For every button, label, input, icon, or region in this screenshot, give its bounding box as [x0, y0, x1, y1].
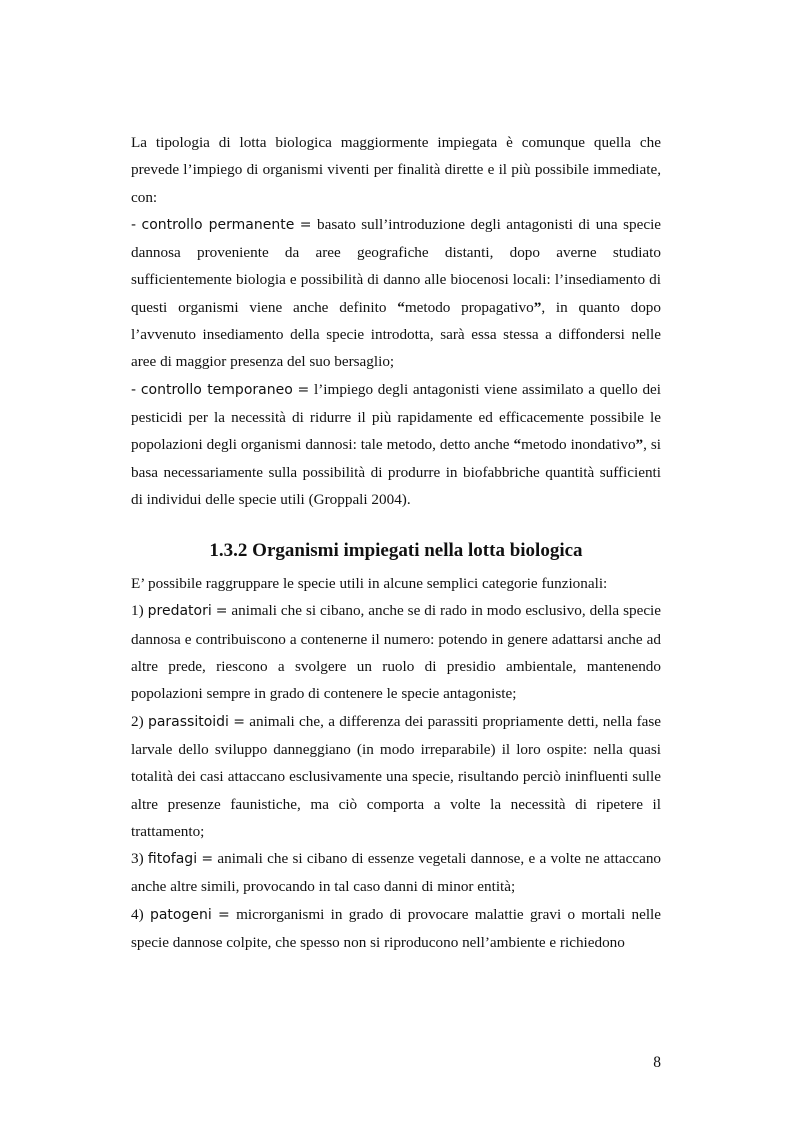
equals-sign: =: [233, 713, 245, 730]
dash: -: [131, 381, 137, 398]
term-controllo-temporaneo: controllo temporaneo: [140, 381, 293, 398]
page-body: [131, 129, 661, 956]
item-text: animali che si cibano, anche se di rado in modo esclusivo, della specie dannosa e contribuiscono a contenerne il numero: potendo in genere adattarsi anche ad altre prede, riescono a svolgere un ruolo di presidio ambientale, mantenendo popolazioni sempre in grado di contenere le specie antagoniste;: [131, 602, 662, 703]
equals-sign: =: [215, 603, 228, 620]
item-number: 2): [131, 712, 144, 730]
categories-intro-text: E’ possibile raggruppare le specie utili in alcune semplici categorie funzionali:: [131, 575, 608, 593]
item-number: 4): [131, 905, 144, 923]
open-quote: “: [397, 298, 405, 316]
list-item-predatori: [131, 597, 661, 707]
term-fitofagi: fitofagi: [147, 851, 198, 868]
list-item-fitofagi: [131, 845, 661, 901]
definition-text: basato sull’introduzione degli antagonisti di una specie dannosa proveniente da aree geografiche distanti, dopo averne studiato sufficientemente biologia e possibilità di danno alle biocenosi locali: l’insediamento di questi organismi viene anche definito: [131, 215, 662, 316]
open-quote: “: [513, 436, 522, 454]
item-text: microrganismi in grado di provocare malattie gravi o mortali nelle specie dannose colpite, che spesso non si riproducono nell’ambiente e richiedono: [131, 905, 662, 952]
dash: -: [131, 216, 137, 233]
paragraph-controllo-permanente: [131, 211, 661, 376]
close-quote: ”: [533, 298, 542, 316]
page-number: 8: [653, 1054, 661, 1071]
item-text: animali che, a differenza dei parassiti propriamente detti, nella fase larvale dello sviluppo danneggiano (in modo irreparabile) il loro ospite: nella quasi totalità dei casi attaccano esclusivamente una specie, risultando perciò ininfluenti sulle altre presenze faunistiche, ma ciò comporta a volte la necessità di ripetere il trattamento;: [131, 712, 662, 840]
item-number: 1): [131, 602, 144, 620]
item-text: animali che si cibano di essenze vegetali dannose, e a volte ne attaccano anche altre simili, provocando in tal caso danni di minor entità;: [131, 850, 662, 896]
close-quote: ”: [635, 436, 644, 454]
equals-sign: =: [201, 851, 214, 868]
list-item-parassitoidi: [131, 708, 661, 845]
definition-text-cont: , si basa necessariamente sulla possibilità di produrre in biofabbriche quantità sufficienti di individui delle specie utili (Groppali 2004).: [131, 436, 661, 508]
term-parassitoidi: parassitoidi: [147, 713, 229, 730]
list-item-patogeni: [131, 901, 661, 957]
equals-sign: =: [297, 381, 310, 398]
quoted-term: metodo inondativo: [521, 436, 636, 454]
equals-sign: =: [218, 906, 230, 923]
equals-sign: =: [299, 216, 312, 233]
paragraph-intro: [131, 129, 661, 211]
section-heading: 1.3.2 Organismi impiegati nella lotta biologica: [209, 540, 583, 562]
term-controllo-permanente: controllo permanente: [141, 216, 295, 233]
quoted-term: metodo propagativo: [404, 298, 534, 316]
paragraph-controllo-temporaneo: [131, 376, 661, 513]
intro-text: La tipologia di lotta biologica maggiormente impiegata è comunque quella che prevede l’impiego di organismi viventi per finalità dirette e il più possibile immediate, con:: [131, 134, 661, 206]
definition-text-cont: , in quanto dopo l’avvenuto insediamento della specie introdotta, sarà essa stessa a diffondersi nelle aree di maggior presenza del suo bersaglio;: [131, 298, 661, 371]
term-patogeni: patogeni: [149, 906, 212, 923]
paragraph-categories-intro: [131, 570, 661, 597]
term-predatori: predatori: [147, 603, 212, 620]
item-number: 3): [131, 850, 144, 868]
definition-text: l’impiego degli antagonisti viene assimilato a quello dei pesticidi per la necessità di ridurre il più rapidamente ed efficacemente possibile le popolazioni degli organismi dannosi: tale metodo, detto anche: [131, 380, 662, 454]
